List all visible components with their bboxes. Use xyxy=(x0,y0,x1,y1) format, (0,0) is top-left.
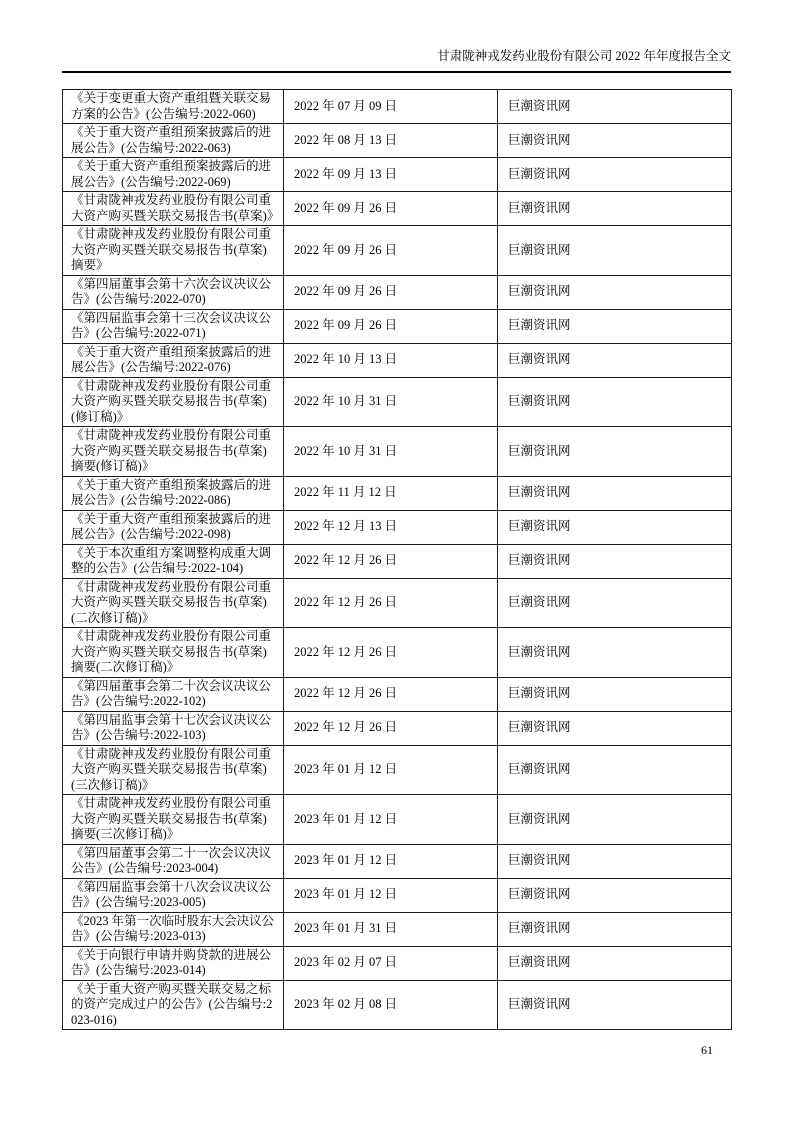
announcement-title-cell: 《关于重大资产重组预案披露后的进展公告》(公告编号:2022-063) xyxy=(63,124,284,158)
disclosure-date-cell: 2022 年 09 月 26 日 xyxy=(284,226,498,276)
disclosure-site-cell: 巨潮资讯网 xyxy=(498,912,732,946)
announcement-title-cell: 《甘肃陇神戎发药业股份有限公司重大资产购买暨关联交易报告书(草案)(修订稿)》 xyxy=(63,377,284,427)
announcement-title-cell: 《关于重大资产重组预案披露后的进展公告》(公告编号:2022-069) xyxy=(63,158,284,192)
disclosure-date-cell: 2023 年 01 月 12 日 xyxy=(284,745,498,795)
table-row xyxy=(63,628,732,678)
announcement-title-cell: 《第四届监事会第十八次会议决议公告》(公告编号:2023-005) xyxy=(63,878,284,912)
disclosure-date-cell: 2023 年 01 月 12 日 xyxy=(284,878,498,912)
disclosure-site-cell: 巨潮资讯网 xyxy=(498,476,732,510)
disclosure-date-cell: 2022 年 08 月 13 日 xyxy=(284,124,498,158)
report-title: 甘肃陇神戎发药业股份有限公司 2022 年年度报告全文 xyxy=(437,49,731,63)
page-header xyxy=(62,48,731,73)
disclosure-site-cell: 巨潮资讯网 xyxy=(498,711,732,745)
disclosure-site-cell: 巨潮资讯网 xyxy=(498,427,732,477)
disclosure-date-cell: 2022 年 12 月 26 日 xyxy=(284,677,498,711)
announcement-title-cell: 《甘肃陇神戎发药业股份有限公司重大资产购买暨关联交易报告书(草案)摘要(三次修订稿)》 xyxy=(63,795,284,845)
disclosure-date-cell: 2022 年 09 月 26 日 xyxy=(284,309,498,343)
disclosure-site-cell: 巨潮资讯网 xyxy=(498,578,732,628)
table-row xyxy=(63,844,732,878)
table-row xyxy=(63,795,732,845)
disclosure-site-cell: 巨潮资讯网 xyxy=(498,980,732,1030)
table-row xyxy=(63,946,732,980)
announcement-title-cell: 《关于本次重组方案调整构成重大调整的公告》(公告编号:2022-104) xyxy=(63,544,284,578)
announcement-title-cell: 《关于重大资产重组预案披露后的进展公告》(公告编号:2022-098) xyxy=(63,510,284,544)
disclosure-date-cell: 2022 年 07 月 09 日 xyxy=(284,90,498,124)
table-row xyxy=(63,377,732,427)
table-row xyxy=(63,309,732,343)
table-row xyxy=(63,544,732,578)
announcement-title-cell: 《2023 年第一次临时股东大会决议公告》(公告编号:2023-013) xyxy=(63,912,284,946)
announcement-title-cell: 《甘肃陇神戎发药业股份有限公司重大资产购买暨关联交易报告书(草案)摘要(二次修订稿)》 xyxy=(63,628,284,678)
table-row xyxy=(63,158,732,192)
disclosure-date-cell: 2022 年 10 月 31 日 xyxy=(284,427,498,477)
announcement-title-cell: 《第四届监事会第十七次会议决议公告》(公告编号:2022-103) xyxy=(63,711,284,745)
disclosure-date-cell: 2023 年 02 月 07 日 xyxy=(284,946,498,980)
table-row xyxy=(63,427,732,477)
disclosure-date-cell: 2023 年 01 月 12 日 xyxy=(284,795,498,845)
announcement-title-cell: 《关于向银行申请并购贷款的进展公告》(公告编号:2023-014) xyxy=(63,946,284,980)
table-row xyxy=(63,711,732,745)
table-row xyxy=(63,912,732,946)
announcement-title-cell: 《第四届董事会第十六次会议决议公告》(公告编号:2022-070) xyxy=(63,275,284,309)
announcement-title-cell: 《甘肃陇神戎发药业股份有限公司重大资产购买暨关联交易报告书(草案)摘要(修订稿)》 xyxy=(63,427,284,477)
announcement-title-cell: 《甘肃陇神戎发药业股份有限公司重大资产购买暨关联交易报告书(草案)摘要》 xyxy=(63,226,284,276)
table-row xyxy=(63,677,732,711)
disclosure-site-cell: 巨潮资讯网 xyxy=(498,90,732,124)
disclosure-site-cell: 巨潮资讯网 xyxy=(498,510,732,544)
disclosure-site-cell: 巨潮资讯网 xyxy=(498,628,732,678)
disclosure-site-cell: 巨潮资讯网 xyxy=(498,226,732,276)
table-row xyxy=(63,510,732,544)
announcements-table-body xyxy=(63,90,732,1030)
table-row xyxy=(63,878,732,912)
disclosure-date-cell: 2022 年 10 月 31 日 xyxy=(284,377,498,427)
disclosure-site-cell: 巨潮资讯网 xyxy=(498,745,732,795)
announcement-title-cell: 《第四届董事会第二十一次会议决议公告》(公告编号:2023-004) xyxy=(63,844,284,878)
disclosure-site-cell: 巨潮资讯网 xyxy=(498,275,732,309)
table-row xyxy=(63,90,732,124)
page-number: 61 xyxy=(701,1043,713,1057)
disclosure-site-cell: 巨潮资讯网 xyxy=(498,192,732,226)
disclosure-site-cell: 巨潮资讯网 xyxy=(498,844,732,878)
disclosure-site-cell: 巨潮资讯网 xyxy=(498,158,732,192)
disclosure-date-cell: 2022 年 09 月 26 日 xyxy=(284,192,498,226)
disclosure-site-cell: 巨潮资讯网 xyxy=(498,946,732,980)
disclosure-date-cell: 2022 年 12 月 26 日 xyxy=(284,711,498,745)
disclosure-site-cell: 巨潮资讯网 xyxy=(498,343,732,377)
disclosure-date-cell: 2022 年 12 月 26 日 xyxy=(284,578,498,628)
announcements-table xyxy=(62,89,732,1030)
announcement-title-cell: 《第四届监事会第十三次会议决议公告》(公告编号:2022-071) xyxy=(63,309,284,343)
announcement-title-cell: 《甘肃陇神戎发药业股份有限公司重大资产购买暨关联交易报告书(草案)》 xyxy=(63,192,284,226)
disclosure-site-cell: 巨潮资讯网 xyxy=(498,677,732,711)
disclosure-date-cell: 2022 年 10 月 13 日 xyxy=(284,343,498,377)
table-row xyxy=(63,476,732,510)
page-footer xyxy=(62,1030,731,1058)
disclosure-date-cell: 2022 年 09 月 26 日 xyxy=(284,275,498,309)
table-row xyxy=(63,343,732,377)
announcement-title-cell: 《第四届董事会第二十次会议决议公告》(公告编号:2022-102) xyxy=(63,677,284,711)
disclosure-site-cell: 巨潮资讯网 xyxy=(498,795,732,845)
table-row xyxy=(63,980,732,1030)
disclosure-site-cell: 巨潮资讯网 xyxy=(498,878,732,912)
table-row xyxy=(63,124,732,158)
announcement-title-cell: 《甘肃陇神戎发药业股份有限公司重大资产购买暨关联交易报告书(草案)(三次修订稿)》 xyxy=(63,745,284,795)
announcement-title-cell: 《关于重大资产购买暨关联交易之标的资产完成过户的公告》(公告编号:2023-016) xyxy=(63,980,284,1030)
disclosure-date-cell: 2022 年 12 月 26 日 xyxy=(284,544,498,578)
disclosure-date-cell: 2023 年 02 月 08 日 xyxy=(284,980,498,1030)
disclosure-date-cell: 2022 年 09 月 13 日 xyxy=(284,158,498,192)
table-row xyxy=(63,226,732,276)
disclosure-site-cell: 巨潮资讯网 xyxy=(498,309,732,343)
table-row xyxy=(63,192,732,226)
disclosure-site-cell: 巨潮资讯网 xyxy=(498,377,732,427)
disclosure-site-cell: 巨潮资讯网 xyxy=(498,544,732,578)
announcement-title-cell: 《关于重大资产重组预案披露后的进展公告》(公告编号:2022-086) xyxy=(63,476,284,510)
disclosure-date-cell: 2022 年 12 月 26 日 xyxy=(284,628,498,678)
table-row xyxy=(63,275,732,309)
announcement-title-cell: 《关于变更重大资产重组暨关联交易方案的公告》(公告编号:2022-060) xyxy=(63,90,284,124)
table-row xyxy=(63,578,732,628)
disclosure-date-cell: 2023 年 01 月 12 日 xyxy=(284,844,498,878)
disclosure-date-cell: 2022 年 11 月 12 日 xyxy=(284,476,498,510)
disclosure-site-cell: 巨潮资讯网 xyxy=(498,124,732,158)
table-row xyxy=(63,745,732,795)
announcement-title-cell: 《关于重大资产重组预案披露后的进展公告》(公告编号:2022-076) xyxy=(63,343,284,377)
disclosure-date-cell: 2023 年 01 月 31 日 xyxy=(284,912,498,946)
disclosure-date-cell: 2022 年 12 月 13 日 xyxy=(284,510,498,544)
announcement-title-cell: 《甘肃陇神戎发药业股份有限公司重大资产购买暨关联交易报告书(草案)(二次修订稿)》 xyxy=(63,578,284,628)
